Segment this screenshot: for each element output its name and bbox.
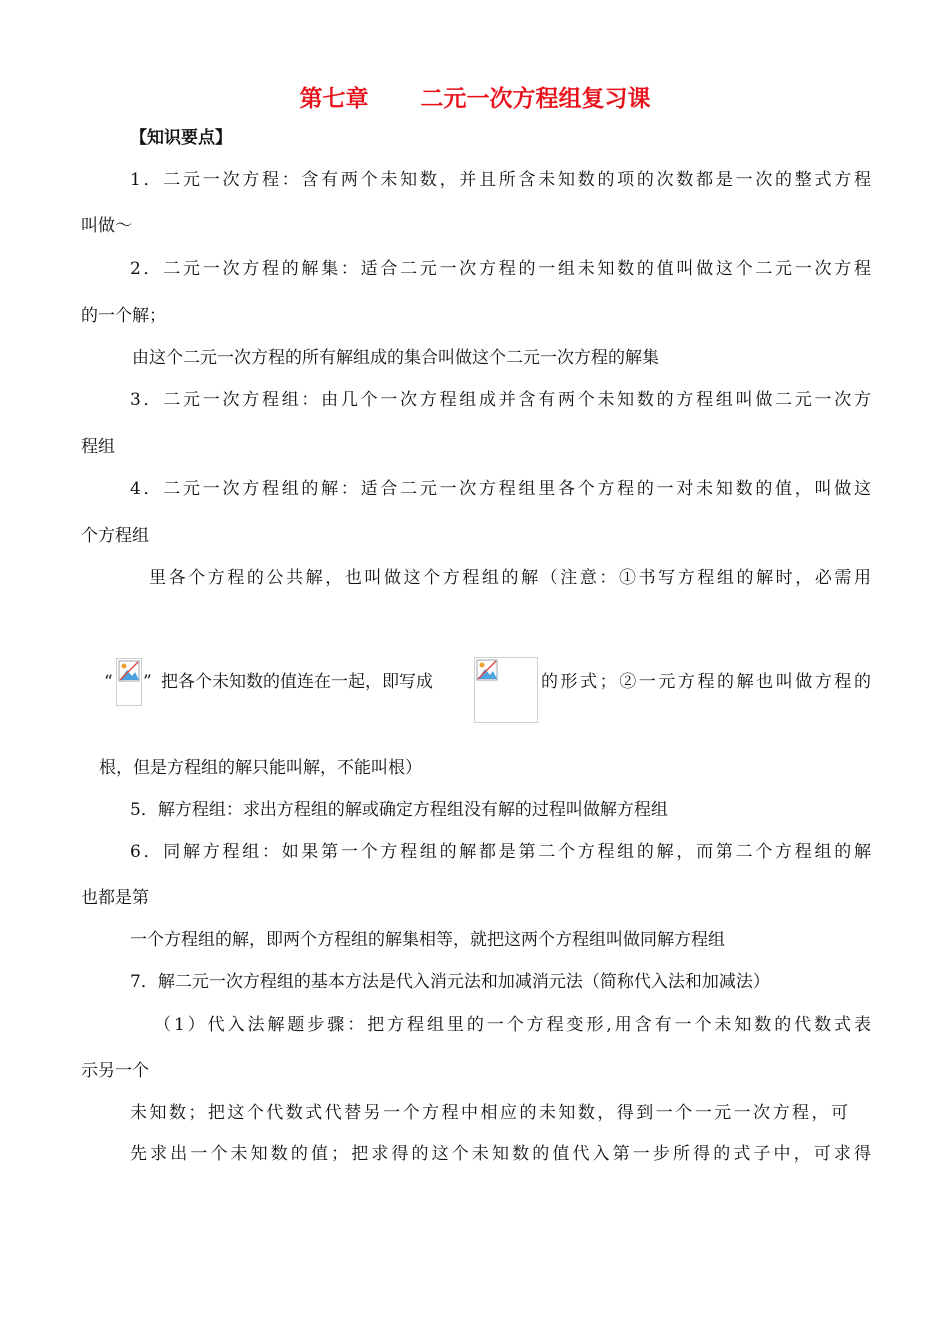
open-quote: “ [104, 672, 113, 692]
paragraph-line: 1．二元一次方程：含有两个未知数，并且所含未知数的项的次数都是一次的整式方程 [130, 170, 871, 190]
paragraph-line: 7．解二元一次方程组的基本方法是代入消元法和加减消元法（简称代入法和加减法） [130, 972, 770, 992]
paragraph-line: 的一个解； [81, 306, 166, 326]
paragraph-line: 叫做～ [81, 216, 132, 236]
title-text: 二元一次方程组复习课 [420, 86, 651, 112]
paragraph-line: 先求出一个未知数的值；把求得的这个未知数的值代入第一步所得的式子中，可求得 [130, 1144, 871, 1164]
paragraph-line: 由这个二元一次方程的所有解组成的集合叫做这个二元一次方程的解集 [132, 348, 659, 368]
paragraph-line: 4．二元一次方程组的解：适合二元一次方程组里各个方程的一对未知数的值，叫做这 [130, 479, 871, 499]
chapter-label: 第七章 [299, 86, 369, 112]
close-quote: ” [143, 672, 152, 692]
paragraph-line: 根，但是方程组的解只能叫解，不能叫根） [99, 758, 422, 778]
broken-image-icon [118, 660, 140, 682]
paragraph-line: 一个方程组的解，即两个方程组的解集相等，就把这两个方程组叫做同解方程组 [130, 930, 725, 950]
paragraph-line: 个方程组 [81, 526, 149, 546]
paragraph-line: 未知数；把这个代数式代替另一个方程中相应的未知数，得到一个一元一次方程，可 [130, 1103, 848, 1123]
paragraph-line: 6．同解方程组：如果第一个方程组的解都是第二个方程组的解，而第二个方程组的解 [130, 842, 871, 862]
paragraph-line: 示另一个 [81, 1061, 149, 1081]
paragraph-line: 里各个方程的公共解，也叫做这个方程组的解（注意：①书写方程组的解时，必需用 [149, 568, 871, 588]
paragraph-line: （1）代入法解题步骤：把方程组里的一个方程变形,用含有一个未知数的代数式表 [154, 1015, 871, 1035]
equation-image [116, 658, 142, 706]
paragraph-line: 把各个未知数的值连在一起，即写成 [161, 672, 433, 692]
broken-image-icon [476, 659, 498, 681]
paragraph-line: 5．解方程组：求出方程组的解或确定方程组没有解的过程叫做解方程组 [130, 800, 668, 820]
page-title [0, 84, 950, 114]
equation-image [474, 657, 538, 723]
paragraph-line: 的形式；②一元方程的解也叫做方程的 [541, 672, 871, 692]
paragraph-line: 程组 [81, 437, 115, 457]
paragraph-line: 3．二元一次方程组：由几个一次方程组成并含有两个未知数的方程组叫做二元一次方 [130, 390, 871, 410]
paragraph-line: 也都是第 [81, 888, 149, 908]
section-heading: 【知识要点】 [130, 128, 232, 148]
paragraph-line: 2．二元一次方程的解集：适合二元一次方程的一组未知数的值叫做这个二元一次方程 [130, 259, 871, 279]
